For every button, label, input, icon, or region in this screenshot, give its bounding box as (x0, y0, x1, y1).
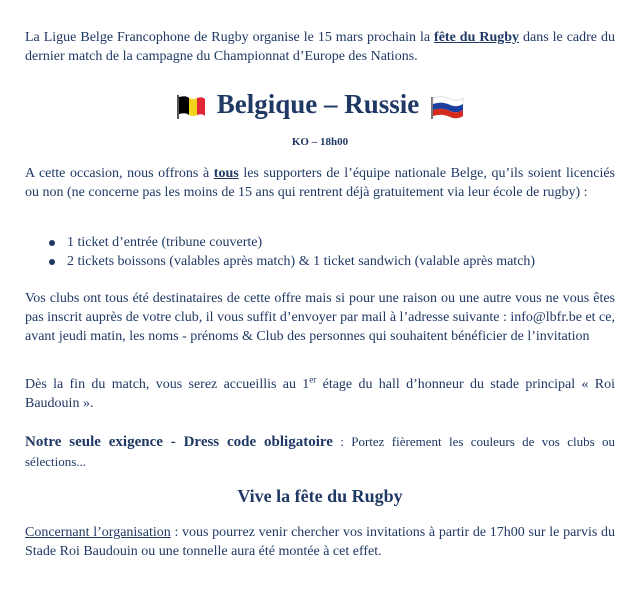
welcome-text-end: étage du hall d’honneur du stade principal « Roi Baudouin ». (25, 377, 615, 411)
organisation-paragraph (25, 523, 615, 561)
kickoff-time: KO – 18h00 (291, 136, 349, 148)
list-item: 2 tickets boissons (valables après match) & 1 ticket sandwich (valable après match) (67, 252, 615, 271)
intro-text-start: La Ligue Belge Francophone de Rugby organise le 15 mars prochain la (25, 30, 435, 45)
intro-paragraph (25, 28, 615, 66)
welcome-paragraph (25, 375, 615, 413)
match-title: Belgique – Russie (216, 89, 420, 119)
fete-du-rugby-highlight: fête du Rugby (434, 30, 520, 45)
offer-paragraph (25, 164, 615, 202)
ticket-list (25, 233, 615, 271)
organisation-text: : vous pourrez venir chercher vos invitations à partir de 17h00 sur le parvis du Stade Roi Baudouin ou une tonnelle aura été montée à cet effet. (25, 525, 615, 559)
offer-text-start: A cette occasion, nous offrons à (25, 166, 214, 181)
offer-text-end: les supporters de l’équipe nationale Belge, qu’ils soient licenciés ou non (ne concerne pas les moins de 15 ans qui rentrent déjà gratuitement via leur école de rugby) : (25, 166, 615, 200)
belgium-flag-icon (176, 95, 206, 119)
organisation-label: Concernant l’organisation (25, 525, 171, 540)
intro-text-end: dans le cadre du dernier match de la campagne du Championnat d’Europe des Nations. (25, 30, 615, 64)
floor-superscript: er (309, 374, 317, 385)
dress-code-paragraph (25, 432, 615, 472)
dress-code-lead: Notre seule exigence - Dress code obligatoire (25, 434, 333, 450)
list-item: 1 ticket d’entrée (tribune couverte) (67, 233, 615, 252)
clubs-paragraph: Vos clubs ont tous été destinataires de cette offre mais si pour une raison ou une autre vous ne vous êtes pas inscrit auprès de votre club, il vous suffit d’envoyer par mail à l’adresse suivante : info@lbfr.be et ce, avant jeudi matin, les noms - prénoms & Club des personnes qui souhaitent bénéficier de l’invitation (25, 291, 615, 344)
dress-code-text: : Portez fièrement les couleurs de vos clubs ou sélections... (25, 434, 615, 469)
russia-flag-icon (430, 95, 464, 119)
welcome-text-start: Dès la fin du match, vous serez accueillis au 1 (25, 377, 310, 392)
tous-emphasis: tous (213, 166, 239, 181)
match-headline (25, 84, 615, 124)
closing-title: Vive la fête du Rugby (237, 486, 403, 506)
